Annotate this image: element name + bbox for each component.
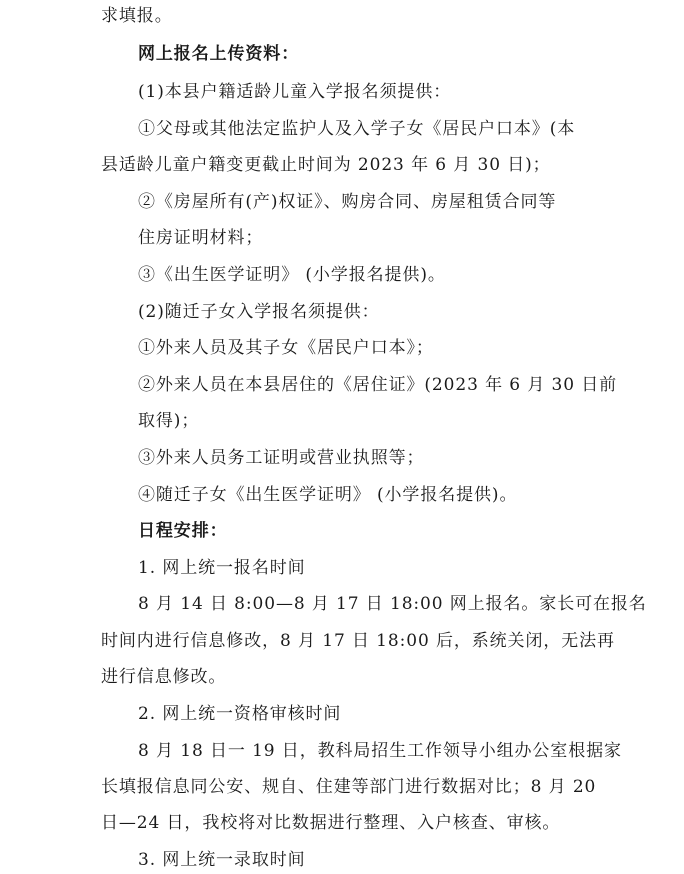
section-heading-upload-materials: 网上报名上传资料：	[138, 44, 300, 64]
text-line: ①父母或其他法定监护人及入学子女《居民户口本》(本	[138, 119, 576, 139]
text-line: 县适龄儿童户籍变更截止时间为 2023 年 6 月 30 日)；	[101, 155, 551, 175]
text-line: 1. 网上统一报名时间	[138, 558, 306, 578]
text-line: 8 月 18 日一 19 日，教科局招生工作领导小组办公室根据家	[138, 741, 622, 761]
text-line: (1)本县户籍适龄儿童入学报名须提供：	[138, 82, 452, 102]
text-line: ①外来人员及其子女《居民户口本》；	[138, 338, 434, 358]
text-line: ③《出生医学证明》 (小学报名提供)。	[138, 265, 446, 285]
text-line: ③外来人员务工证明或营业执照等；	[138, 448, 425, 468]
text-line: 2. 网上统一资格审核时间	[138, 704, 342, 724]
text-line: (2)随迁子女入学报名须提供：	[138, 302, 380, 322]
text-line: ②外来人员在本县居住的《居住证》(2023 年 6 月 30 日前	[138, 375, 618, 395]
text-line: 日—24 日，我校将对比数据进行整理、入户核查、审核。	[101, 813, 561, 833]
text-line: 3. 网上统一录取时间	[138, 850, 306, 870]
text-line: 住房证明材料；	[138, 228, 264, 248]
text-line: ④随迁子女《出生医学证明》 (小学报名提供)。	[138, 485, 518, 505]
text-line: 时间内进行信息修改，8 月 17 日 18:00 后，系统关闭，无法再	[101, 631, 615, 651]
text-line: 求填报。	[101, 6, 173, 26]
text-line: 8 月 14 日 8:00—8 月 17 日 18:00 网上报名。家长可在报名	[138, 594, 647, 614]
text-line: 进行信息修改。	[101, 667, 227, 687]
text-line: 取得)；	[138, 411, 200, 431]
text-line: ②《房屋所有(产)权证》、购房合同、房屋租赁合同等	[138, 192, 557, 212]
text-line: 长填报信息同公安、规自、住建等部门进行数据对比；8 月 20	[101, 777, 597, 797]
section-heading-schedule: 日程安排：	[138, 521, 228, 541]
